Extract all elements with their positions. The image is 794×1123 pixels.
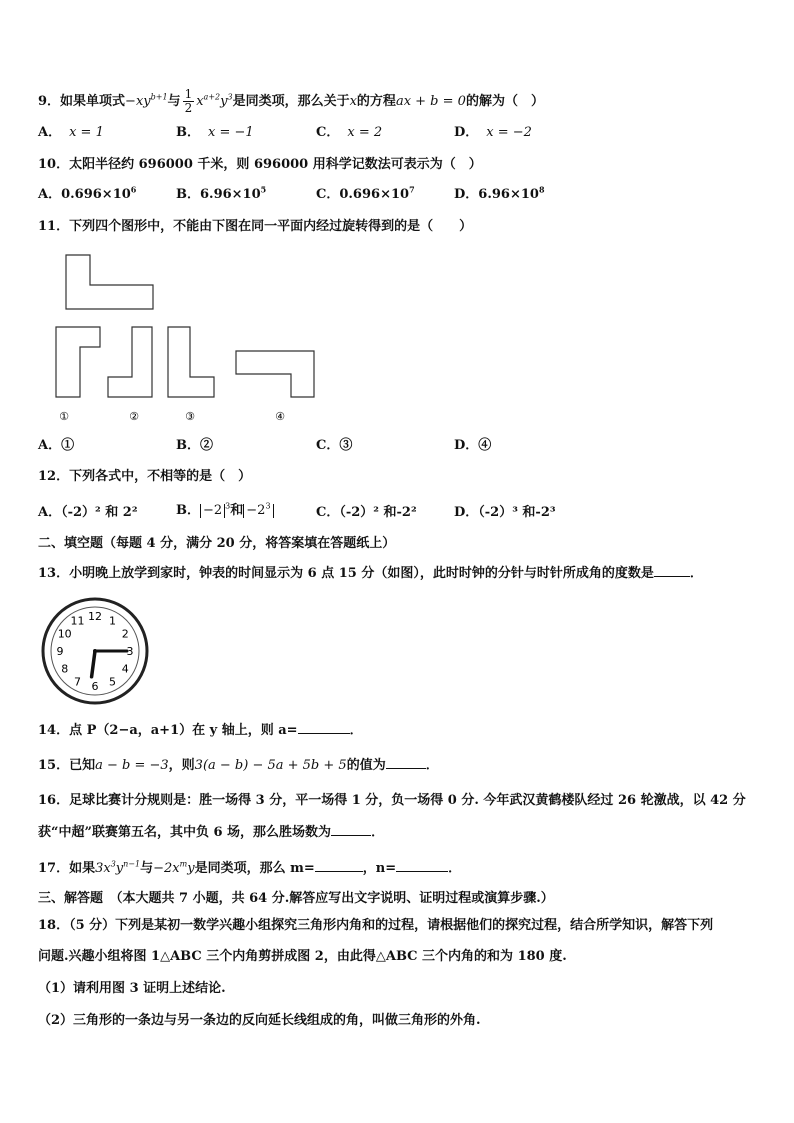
q12-option-a: A．（-2）² 和 2² [38, 505, 138, 520]
question-13: 13．小明晚上放学到家时，钟表的时间显示为 6 点 15 分（如图），此时时钟的分针与时针所成角的度数是 ． [38, 563, 703, 583]
q9-term2-y-exponent: 3 [227, 92, 233, 102]
question-16-line-1: 16．足球比赛计分规则是：胜一场得 3 分，平一场得 1 分，负一场得 0 分. 今年武汉黄鹤楼队经过 26 轮激战，以 42 分 [38, 793, 746, 808]
question-18-line-2: 问题.兴趣小组将图 1△ABC 三个内角剪拼成图 2，由此得△ABC 三个内角的和为 180 度. [38, 949, 567, 964]
clock-center [93, 649, 97, 653]
question-9 [38, 88, 544, 115]
q9-variable: x [349, 94, 357, 109]
clock-number-2: 2 [121, 627, 129, 641]
q11-figure-1 [56, 327, 100, 397]
q9-mid2: 是同类项，那么关于 [232, 94, 350, 109]
q11-option-c: C．③ [316, 438, 353, 453]
q10-option-c: C．$0.696\times 10^7$ [316, 184, 415, 202]
clock-number-10: 10 [57, 627, 72, 641]
q17-n-blank[interactable] [396, 858, 448, 872]
q15-answer-blank[interactable] [386, 755, 426, 769]
q12-option-b: B． −2 $^3$和 $-2^3$ [176, 502, 274, 520]
q9-term1-exponent: b+1 [150, 92, 168, 102]
q14-answer-blank[interactable] [298, 720, 350, 734]
q13-clock [40, 596, 150, 706]
question-11: 11．下列四个图形中，不能由下图在同一平面内经过旋转得到的是（ ） [38, 219, 473, 234]
clock-number-8: 8 [61, 662, 69, 676]
clock-number-11: 11 [70, 614, 85, 628]
question-10: 10．太阳半径约 696000 千米，则 696000 用科学记数法可表示为（ ） [38, 157, 482, 172]
clock-number-4: 4 [121, 662, 129, 676]
q12-option-c: C．（-2）² 和-2² [316, 505, 417, 520]
q9-frac-numerator: 1 [184, 87, 193, 101]
q9-term2-y: y [220, 94, 228, 109]
q9-option-d: D． x = −2 [454, 125, 532, 140]
q11-figure-2 [108, 327, 152, 397]
q11-option-d: D．④ [454, 438, 492, 453]
question-12: 12．下列各式中，不相等的是（ ） [38, 469, 252, 484]
q9-frac-denominator: 2 [184, 101, 193, 115]
clock-number-6: 6 [91, 680, 99, 693]
q11-option-b: B．② [176, 438, 213, 453]
q9-equation: ax + b = 0 [395, 94, 466, 109]
q11-figure-label-4: ④ [275, 410, 285, 423]
q17-m-blank[interactable] [315, 858, 363, 872]
q11-figure-4 [236, 351, 314, 397]
q16-answer-blank[interactable] [331, 822, 371, 836]
q12-option-d: D．（-2）³ 和-2³ [454, 505, 556, 520]
q9-mid1: 与 [167, 94, 181, 109]
q9-option-c: C． x = 2 [316, 125, 383, 140]
q10-option-a: A．$0.696\times 10^6$ [38, 184, 137, 202]
q11-figure-label-1: ① [59, 410, 69, 423]
q9-fraction [183, 88, 195, 115]
q13-answer-blank[interactable] [654, 563, 690, 577]
section-3-heading: 三、解答题 （本大题共 7 小题，共 64 分.解答应写出文字说明、证明过程或演算步骤.） [38, 891, 554, 906]
q11-figure-label-3: ③ [185, 410, 195, 423]
question-14: 14．点 P（2−a，a+1）在 y 轴上，则 a= ． [38, 720, 363, 740]
question-18-sub-2: （2）三角形的一条边与另一条边的反向延长线组成的角，叫做三角形的外角. [38, 1013, 481, 1028]
q9-prefix: 9．如果单项式 [38, 94, 126, 109]
q11-reference-shape [66, 255, 153, 309]
q9-term1: −xy [125, 94, 151, 109]
clock-number-3: 3 [126, 645, 134, 658]
q10-option-d: D．$6.96\times 10^8$ [454, 184, 545, 202]
q9-term2-x-exponent: a+2 [203, 92, 221, 102]
q9-mid3: 的方程 [356, 94, 396, 109]
clock-number-1: 1 [109, 614, 116, 628]
question-18-line-1: 18．（5 分）下列是某初一数学兴趣小组探究三角形内角和的过程，请根据他们的探究过程，结合所学知识，解答下列 [38, 918, 714, 933]
question-15: 15．已知a − b = −3，则3(a − b) − 5a + 5b + 5的值为 ． [38, 755, 439, 775]
q11-figure-label-2: ② [129, 410, 139, 423]
q11-option-a: A．① [38, 438, 75, 453]
q11-figure-3 [168, 327, 214, 397]
section-2-heading: 二、填空题（每题 4 分，满分 20 分，将答案填在答题纸上） [38, 536, 396, 551]
q9-option-b: B． x = −1 [176, 125, 254, 140]
clock-number-5: 5 [109, 675, 116, 689]
question-18-sub-1: （1）请利用图 3 证明上述结论. [38, 981, 226, 996]
q9-suffix: 的解为（ ） [465, 94, 544, 109]
question-16-line-2: 获“中超”联赛第五名，其中负 6 场，那么胜场数为 ． [38, 822, 384, 842]
q10-option-b: B．$6.96\times 10^5$ [176, 184, 267, 202]
clock-number-9: 9 [56, 645, 64, 658]
clock-number-7: 7 [74, 675, 81, 689]
clock-number-12: 12 [88, 610, 102, 623]
q11-figures [50, 250, 350, 430]
q9-term2-x: x [196, 94, 204, 109]
q9-option-a: A． x = 1 [38, 125, 104, 140]
question-17: 17．如果$3x^3y^{n-1}$与$-2x^my$是同类项，那么 m= ，n= ． [38, 859, 462, 876]
